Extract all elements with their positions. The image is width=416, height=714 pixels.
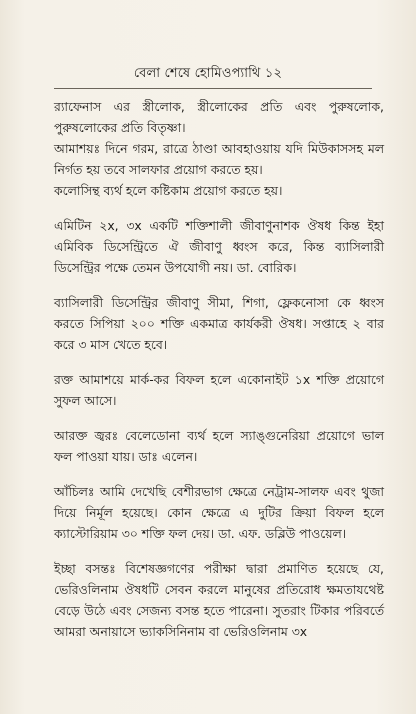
paragraph-bacillary-dysentery: ব্যাসিলারী ডিসেন্ট্রির জীবাণু সীমা, শিগা, ফ্লেকনোসা কে ধ্বংস করতে সিপিয়া ২০০ শক্তি একমাত্র কার্যকরী ঔষধ। সপ্তাহে ২ বার করে ৩ মাস খেতে হবে।	[54, 295, 384, 352]
paragraph-blood-dysentery: রক্ত আমাশয়ে মার্ক-কর বিফল হলে একোনাইট ১x শক্তি প্রয়োগে সুফল আসে।	[54, 372, 384, 408]
paragraph-emetine: এমিটিন ২x, ৩x একটি শক্তিশালী জীবাণুনাশক ঔষধ কিন্ত ইহা এমিবিক ডিসেন্ট্রিতে ঐ জীবাণু ধ্বংস করে, কিন্ত ব্যাসিলারী ডিসেন্ট্রির পক্ষে তেমন উপযোগী নয়। ডা. বোরিক।	[54, 218, 384, 275]
paragraph-raphanus: র‍্যাফেনাস এর স্ত্রীলোক, স্ত্রীলোকের প্রতি এবং পুরুষলোক, পুরুষলোকের প্রতি বিতৃষ্ণা। আমাশয়ঃ দিনে গরম, রাত্রে ঠাণ্ডা আবহাওয়ায় যদি মিউকাসসহ মল নির্গত হয় তবে সালফার প্রয়োগ করতে হয়। কলোসিন্থ ব্যর্থ হলে কষ্টিকাম প্রয়োগ করতে হয়।	[54, 99, 384, 198]
paragraph-scarlet-fever: আরক্ত জ্বরঃ বেলেডোনা ব্যর্থ হলে স্যাঙ্গুনেরিয়া প্রয়োগে ভাল ফল পাওয়া যায়। ডাঃ এলেন।	[54, 428, 384, 464]
paragraph-warts: আঁচিলঃ আমি দেখেছি বেশীরভাগ ক্ষেত্রে নেট্রাম-সালফ এবং থুজা দিয়ে নির্মূল হয়েছে। কোন ক্ষেত্রে এ দুটির ক্রিয়া বিফল হলে ক্যাস্টোরিয়াম ৩০ শক্তি ফল দেয়। ডা. এফ. ডব্লিউ পাওয়েল।	[54, 484, 384, 541]
page-body	[54, 96, 384, 656]
page-header: বেলা শেষে হোমিওপ্যাথি ১২	[133, 66, 283, 81]
header-rule	[54, 88, 372, 89]
paragraph-smallpox: ইচ্ছা বসন্তঃ বিশেষজ্ঞগণের পরীক্ষা দ্বারা প্রমাণিত হয়েছে যে, ভেরিওলিনাম ঔষধটি সেবন করলে মানুষের প্রতিরোধ ক্ষমতাযথেষ্ট বেড়ে উঠে এবং সেজন্য বসন্ত হতে পারেনা। সুতরাং টিকার পরিবর্তে আমরা অনায়াসে ভ্যাকসিনিনাম বা ভেরিওলিনাম ৩x	[54, 561, 384, 639]
